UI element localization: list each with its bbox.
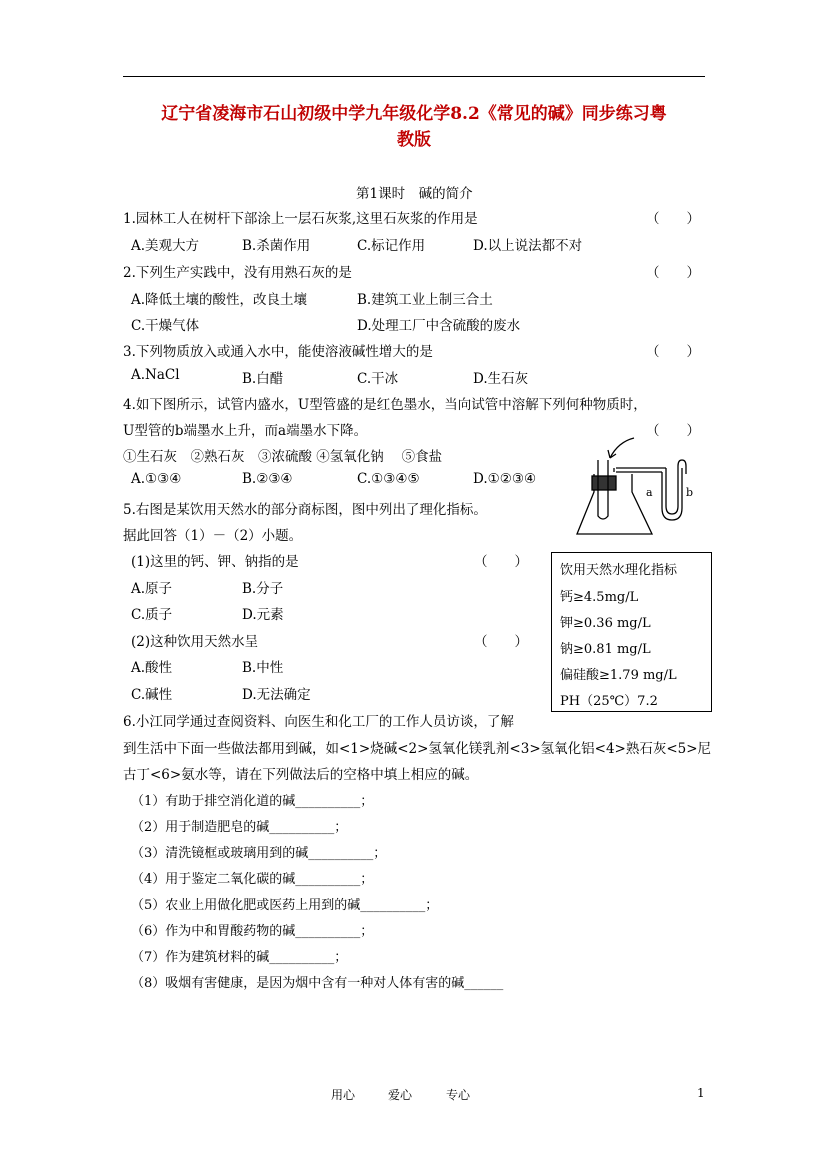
q5-sub1-option-a: A.原子 — [131, 581, 173, 597]
q4-answer-paren: （ ） — [646, 423, 700, 439]
q5-stem-line-2: 据此回答（1）－（2）小题。 — [123, 528, 303, 544]
q6-item-1: （1）有助于排空消化道的碱__________； — [131, 794, 374, 809]
water-label-calcium: 钙≥4.5mg/L — [560, 590, 639, 605]
q5-sub2-answer-paren: （ ） — [474, 634, 528, 650]
q2-stem: 2.下列生产实践中，没有用熟石灰的是 — [123, 265, 352, 281]
q5-sub1-option-c: C.质子 — [131, 607, 173, 623]
q1-answer-paren: （ ） — [646, 211, 700, 227]
q3-option-a: A.NaCl — [131, 367, 180, 383]
q2-option-a: A.降低土壤的酸性，改良土壤 — [131, 292, 308, 308]
figure-label-a: a — [646, 486, 653, 499]
header-rule — [123, 76, 705, 77]
page-number: 1 — [697, 1086, 705, 1100]
q5-sub1-stem: (1)这里的钙、钾、钠指的是 — [131, 554, 299, 570]
q1-option-b: B.杀菌作用 — [242, 238, 311, 254]
q6-item-4: （4）用于鉴定二氧化碳的碱__________； — [131, 872, 374, 887]
water-label-potassium: 钾≥0.36 mg/L — [560, 616, 651, 631]
q5-sub2-option-d: D.无法确定 — [242, 687, 311, 703]
q4-option-a: A.①③④ — [131, 471, 182, 487]
q6-stem-line-3: 古丁<6>氨水等，请在下列做法后的空格中填上相应的碱。 — [123, 767, 479, 783]
water-label-sodium: 钠≥0.81 mg/L — [560, 642, 651, 657]
q6-item-7: （7）作为建筑材料的碱__________； — [131, 950, 348, 965]
q5-sub2-option-b: B.中性 — [242, 660, 284, 676]
q6-item-8: （8）吸烟有害健康，是因为烟中含有一种对人体有害的碱______ — [131, 976, 504, 991]
water-label-heading: 饮用天然水理化指标 — [560, 563, 678, 578]
q5-sub2-stem: (2)这种饮用天然水呈 — [131, 634, 259, 650]
footer-word-3: 专心 — [446, 1088, 471, 1102]
q2-option-b: B.建筑工业上制三合土 — [357, 292, 493, 308]
footer-word-1: 用心 — [331, 1088, 356, 1102]
q4-items: ①生石灰 ②熟石灰 ③浓硫酸 ④氢氧化钠 ⑤食盐 — [123, 449, 443, 465]
q1-stem: 1.园林工人在树杆下部涂上一层石灰浆,这里石灰浆的作用是 — [123, 211, 478, 227]
q3-answer-paren: （ ） — [646, 344, 700, 360]
q3-stem: 3.下列物质放入或通入水中，能使溶液碱性增大的是 — [123, 344, 433, 360]
page-title-line-2: 教版 — [397, 130, 431, 150]
q4-option-d: D.①②③④ — [473, 471, 537, 487]
q6-stem-line-1: 6.小江同学通过查阅资料、向医生和化工厂的工作人员访谈，了解 — [123, 714, 514, 730]
q2-option-d: D.处理工厂中含硫酸的废水 — [357, 318, 521, 334]
page-title-line-1: 辽宁省凌海市石山初级中学九年级化学8.2《常见的碱》同步练习粤 — [161, 104, 667, 124]
q5-sub1-option-b: B.分子 — [242, 581, 284, 597]
q5-sub1-answer-paren: （ ） — [474, 554, 528, 570]
q5-sub2-option-c: C.碱性 — [131, 687, 173, 703]
water-label-ph: PH（25℃）7.2 — [560, 694, 658, 709]
q4-option-b: B.②③④ — [242, 471, 293, 487]
water-label-metasilicic-acid: 偏硅酸≥1.79 mg/L — [560, 668, 677, 683]
q6-item-3: （3）清洗镜框或玻璃用到的碱__________； — [131, 846, 387, 861]
q5-sub1-option-d: D.元素 — [242, 607, 284, 623]
q2-option-c: C.干燥气体 — [131, 318, 200, 334]
u-tube-apparatus-figure — [572, 434, 704, 542]
q4-option-c: C.①③④⑤ — [357, 471, 420, 487]
figure-label-b: b — [686, 486, 694, 499]
q1-option-a: A.美观大方 — [131, 238, 200, 254]
q3-option-b: B.白醋 — [242, 371, 284, 387]
footer-word-2: 爱心 — [388, 1088, 413, 1102]
q6-item-2: （2）用于制造肥皂的碱__________； — [131, 820, 348, 835]
q6-item-5: （5）农业上用做化肥或医药上用到的碱__________； — [131, 898, 439, 913]
q6-item-6: （6）作为中和胃酸药物的碱__________； — [131, 924, 374, 939]
q4-stem-line-1: 4.如下图所示，试管内盛水，U型管盛的是红色墨水，当向试管中溶解下列何种物质时， — [123, 397, 647, 413]
section-heading: 第1课时 碱的简介 — [356, 186, 473, 202]
q3-option-d: D.生石灰 — [473, 371, 529, 387]
q5-sub2-option-a: A.酸性 — [131, 660, 173, 676]
q2-answer-paren: （ ） — [646, 265, 700, 281]
q5-stem-line-1: 5.右图是某饮用天然水的部分商标图，图中列出了理化指标。 — [123, 502, 487, 518]
q1-option-d: D.以上说法都不对 — [473, 238, 583, 254]
q1-option-c: C.标记作用 — [357, 238, 426, 254]
q6-stem-line-2: 到生活中下面一些做法都用到碱，如<1>烧碱<2>氢氧化镁乳剂<3>氢氧化铝<4>熟石灰<5>尼 — [123, 741, 712, 757]
q4-stem-line-2: U型管的b端墨水上升，而a端墨水下降。 — [123, 423, 368, 439]
water-label-box — [551, 552, 712, 712]
q3-option-c: C.干冰 — [357, 371, 399, 387]
